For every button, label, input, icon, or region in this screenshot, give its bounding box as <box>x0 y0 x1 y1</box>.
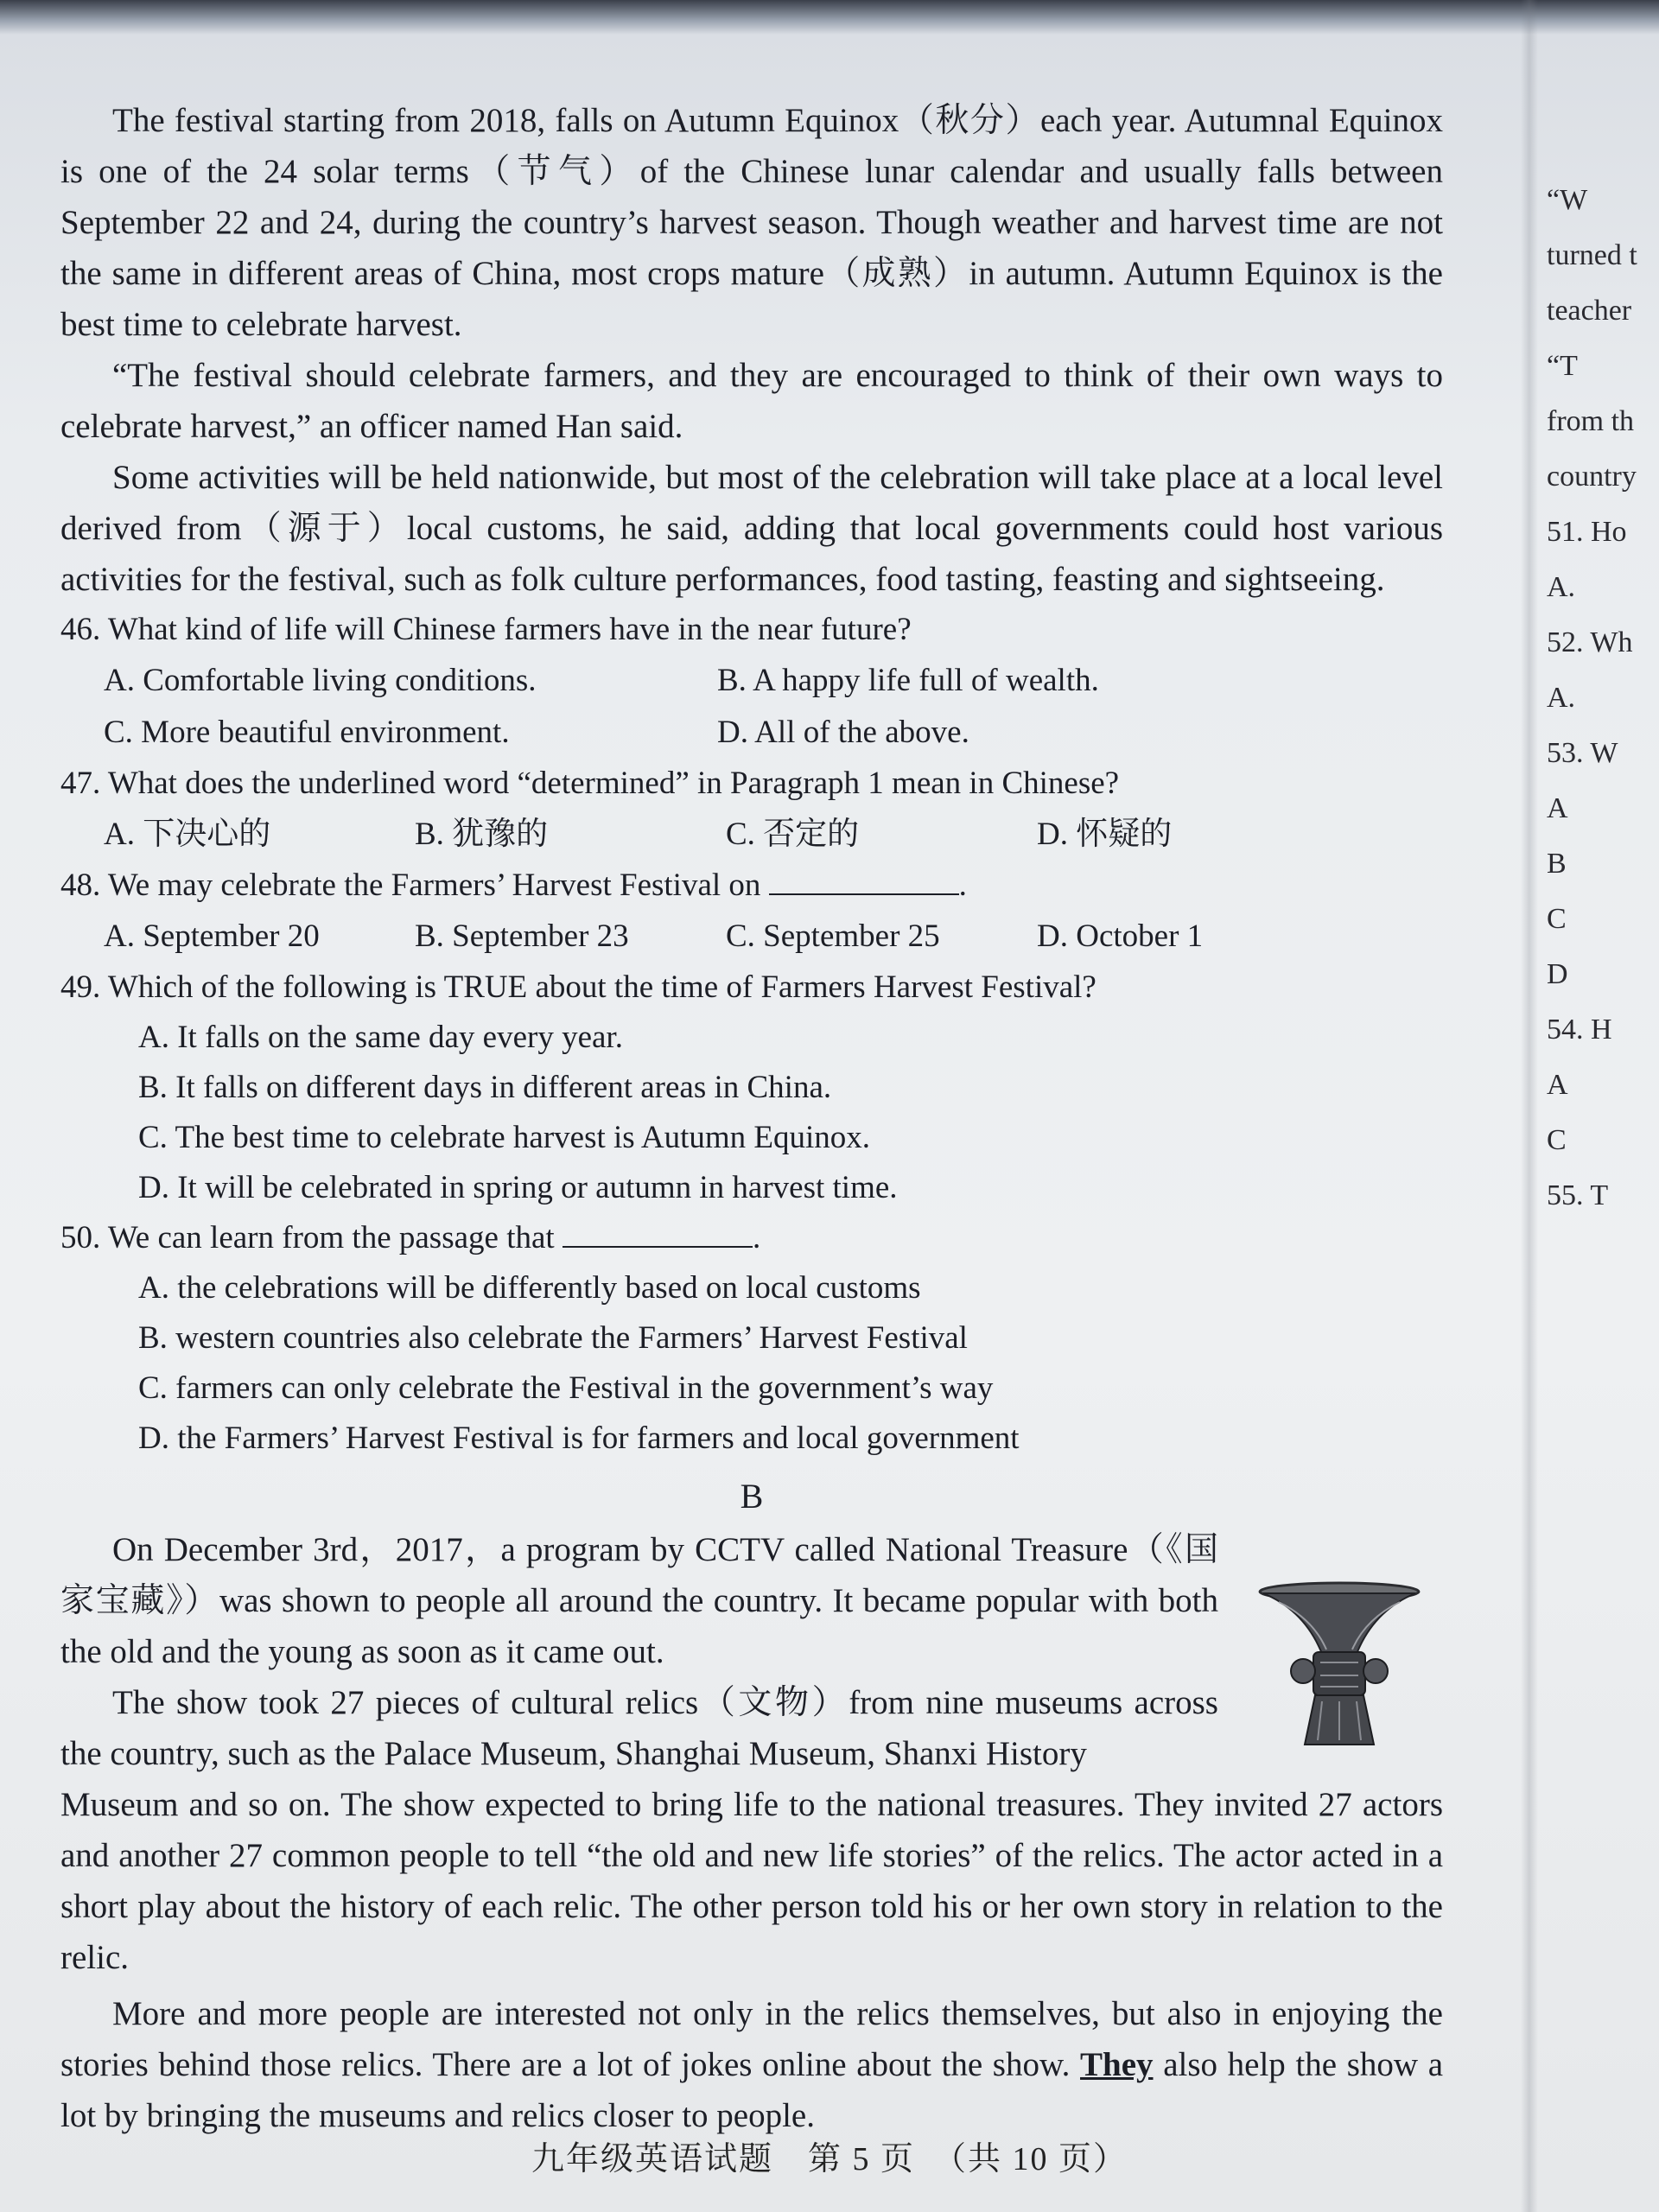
question-46: 46. What kind of life will Chinese farmers have in the near future? <box>60 612 912 647</box>
edge-line: B <box>1547 848 1567 880</box>
edge-line: 53. W <box>1547 737 1618 769</box>
option-48-a: A. September 20 <box>104 918 320 954</box>
question-48-options <box>60 911 1443 963</box>
question-50: 50. We can learn from the passage that . <box>60 1220 761 1255</box>
page-fold <box>1521 0 1538 2212</box>
option-49-a: A. It falls on the same day every year. <box>138 1020 623 1055</box>
question-49-options <box>60 1013 1443 1213</box>
edge-line: country <box>1547 461 1637 493</box>
option-46-d: D. All of the above. <box>717 715 969 750</box>
question-46-options-row-2 <box>60 707 1443 759</box>
passage-a-paragraph-2: “The festival should celebrate farmers, and they are encouraged to think of their own ways to celebrate harvest,” an officer named Han said. <box>60 357 1443 445</box>
question-48-stem: 48. We may celebrate the Farmers’ Harvest Festival on <box>60 868 761 903</box>
section-b-intro-text <box>60 1524 1218 1779</box>
option-50-b: B. western countries also celebrate the Farmers’ Harvest Festival <box>138 1320 968 1356</box>
option-47-a: A. 下决心的 <box>104 817 271 852</box>
question-48: 48. We may celebrate the Farmers’ Harvest Festival on . <box>60 868 967 903</box>
option-50-d: D. the Farmers’ Harvest Festival is for farmers and local government <box>138 1421 1020 1456</box>
passage-a-paragraph-1: The festival starting from 2018, falls on Autumn Equinox（秋分）each year. Autumnal Equinox is one of the 24 solar terms（节气）of the Chinese lunar calendar and usually falls between September 22 and 24, during the country’s harvest season. Though weather and harvest time are not the same in different areas of China, most crops mature（成熟）in autumn. Autumn Equinox is the best time to celebrate harvest. <box>60 102 1443 343</box>
question-50-stem: 50. We can learn from the passage that <box>60 1220 555 1255</box>
option-50-a: A. the celebrations will be differently based on local customs <box>138 1270 921 1306</box>
option-49-c: C. The best time to celebrate harvest is Autumn Equinox. <box>138 1120 871 1155</box>
passage-b-paragraph-1: On December 3rd，2017，a program by CCTV called National Treasure（《国家宝藏》）was shown to people all around the country. It became popular with both the old and the young as soon as it came out. <box>60 1531 1218 1670</box>
edge-line: turned t <box>1547 239 1637 271</box>
next-page-edge <box>1547 173 1659 1224</box>
bronze-relic-image <box>1253 1576 1426 1749</box>
question-47-options <box>60 809 1443 861</box>
edge-line: A <box>1547 792 1568 824</box>
passage-b-paragraph-3 <box>60 1988 1443 2141</box>
option-49-d: D. It will be celebrated in spring or autumn in harvest time. <box>138 1170 898 1205</box>
edge-line: teacher <box>1547 295 1632 327</box>
answer-blank <box>563 1246 753 1248</box>
edge-line: “T <box>1547 350 1578 382</box>
question-49: 49. Which of the following is TRUE about the time of Farmers Harvest Festival? <box>60 969 1096 1005</box>
edge-line: 51. Ho <box>1547 516 1627 548</box>
option-50-c: C. farmers can only celebrate the Festival in the government’s way <box>138 1370 994 1406</box>
edge-line: “W <box>1547 184 1588 216</box>
question-46-options-row-1 <box>60 655 1443 707</box>
passage-a-paragraph-3: Some activities will be held nationwide, but most of the celebration will take place at a local level derived from（源于）local customs, he said, adding that local governments could host various activities for the festival, such as folk culture performances, food tasting, feasting and sightseeing. <box>60 459 1443 598</box>
page-footer: 九年级英语试题 第 5 页 （共 10 页） <box>531 2141 1128 2177</box>
option-48-b: B. September 23 <box>415 918 629 954</box>
option-47-c: C. 否定的 <box>726 817 860 852</box>
edge-line: D <box>1547 958 1568 990</box>
edge-line: from th <box>1547 405 1635 437</box>
passage-b-paragraph-2-rest: Museum and so on. The show expected to bring life to the national treasures. They invited 27 actors and another 27 common people to tell “the old and new life stories” of the relics. The actor acted in a short play about the history of each relic. The other person told his or her own story in relation to the relic. <box>60 1786 1443 1976</box>
option-47-b: B. 犹豫的 <box>415 817 549 852</box>
section-b-title: B <box>740 1477 764 1516</box>
option-48-d: D. October 1 <box>1037 918 1204 954</box>
question-47: 47. What does the underlined word “determined” in Paragraph 1 mean in Chinese? <box>60 766 1120 801</box>
underlined-word-they: They <box>1080 2046 1154 2083</box>
edge-line: 55. T <box>1547 1179 1609 1211</box>
question-50-options <box>60 1263 1443 1464</box>
option-48-c: C. September 25 <box>726 918 940 954</box>
edge-line: 54. H <box>1547 1014 1612 1046</box>
page-top-shadow <box>0 0 1659 35</box>
passage-b-paragraph-2-start: The show took 27 pieces of cultural relics（文物）from nine museums across the country, such as the Palace Museum, Shanghai Museum, Shanxi History <box>60 1684 1218 1772</box>
option-46-a: A. Comfortable living conditions. <box>104 663 537 698</box>
option-46-c: C. More beautiful environment. <box>104 715 510 750</box>
edge-line: A <box>1547 1069 1568 1101</box>
exam-page <box>60 95 1443 2212</box>
section-b-intro <box>60 1524 1443 1779</box>
edge-line: C <box>1547 903 1567 935</box>
edge-line: A. <box>1547 682 1576 714</box>
option-47-d: D. 怀疑的 <box>1037 817 1173 852</box>
passage-b-paragraph-3-after: also help the show a lot by bringing the museums and relics closer to people. <box>60 2046 1444 2134</box>
option-46-b: B. A happy life full of wealth. <box>717 663 1099 698</box>
edge-line: 52. Wh <box>1547 626 1633 658</box>
edge-line: C <box>1547 1124 1567 1156</box>
option-49-b: B. It falls on different days in different areas in China. <box>138 1070 832 1105</box>
answer-blank <box>769 893 959 895</box>
edge-line: A. <box>1547 571 1576 603</box>
passage-b-paragraph-3-before: More and more people are interested not only in the relics themselves, but also in enjoying the stories behind those relics. There are a lot of jokes online about the show. <box>60 1995 1443 2083</box>
